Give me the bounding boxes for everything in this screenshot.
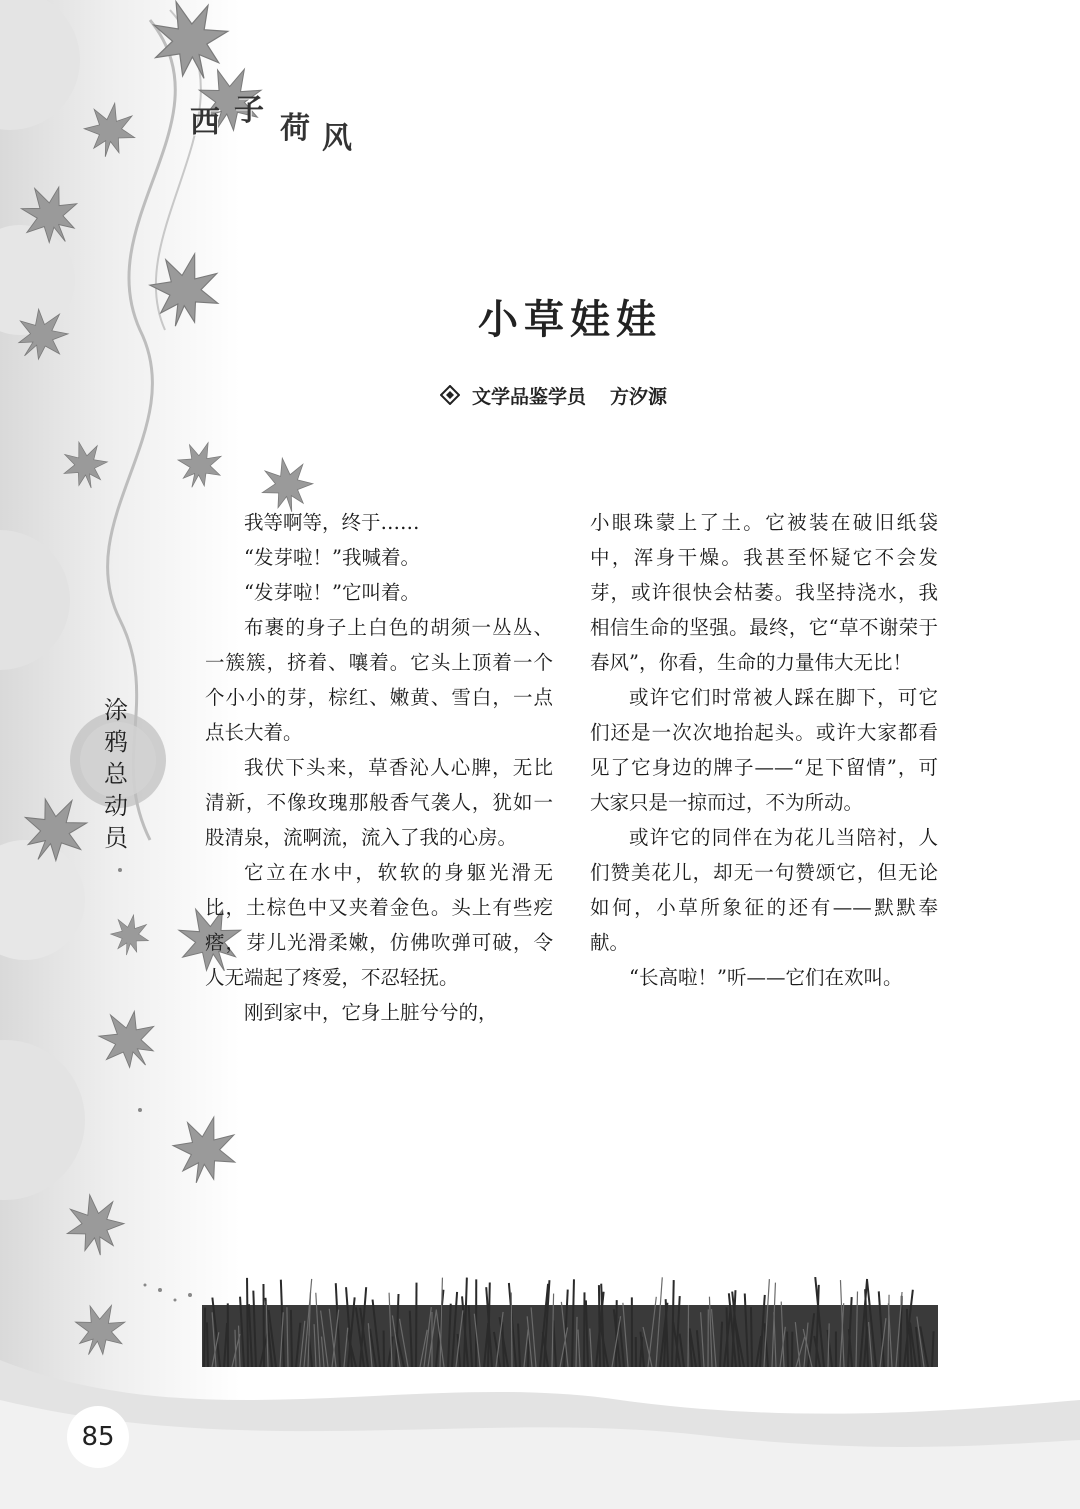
- author-name: 方汐源: [610, 385, 668, 408]
- diamond-bullet-icon: [440, 385, 460, 405]
- paragraph: 我等啊等，终于……: [244, 511, 420, 534]
- paragraph: “发芽啦！”它叫着。: [244, 581, 420, 604]
- paragraph: “发芽啦！”我喊着。: [244, 546, 420, 569]
- section-char: 荷: [280, 111, 310, 146]
- side-label-char: 员: [104, 824, 128, 852]
- section-char: 风: [322, 121, 352, 156]
- paragraph: “长高啦！”听——它们在欢叫。: [629, 966, 903, 989]
- section-title: [190, 85, 390, 165]
- side-column-label: [90, 690, 150, 850]
- side-label-char: 鸦: [104, 728, 128, 756]
- section-char: 西: [190, 105, 220, 140]
- paragraph: 或许它的同伴在为花儿当陪衬，人们赞美花儿，却无一句赞颂它，但无论如何，小草所象征的还有——默默奉献。: [590, 826, 938, 954]
- article-title: 小草娃娃: [478, 297, 662, 343]
- bottom-wave: [0, 1330, 1080, 1509]
- author-role: 文学品鉴学员: [472, 385, 587, 408]
- paragraph: 或许它们时常被人踩在脚下，可它们还是一次次地抬起头。或许大家都看见了它身边的牌子——“足下留情”，可大家只是一掠而过，不为所动。: [590, 686, 938, 814]
- paragraph: 布裹的身子上白色的胡须一丛丛、一簇簇，挤着、嚷着。它头上顶着一个个小小的芽，棕红、嫩黄、雪白，一点点长大着。: [205, 616, 553, 744]
- right-text-column: [590, 505, 938, 995]
- section-char: 子: [234, 93, 264, 128]
- side-label-char: 涂: [104, 696, 128, 724]
- side-label-char: 总: [104, 760, 128, 788]
- left-text-column: [205, 505, 553, 1030]
- side-label-char: 动: [104, 792, 128, 820]
- byline: [440, 380, 667, 410]
- page-number: 85: [67, 1406, 129, 1468]
- paragraph: 它立在水中，软软的身躯光滑无比，土棕色中又夹着金色。头上有些疙瘩，芽儿光滑柔嫩，仿佛吹弹可破，令人无端起了疼爱，不忍轻抚。: [205, 861, 553, 989]
- paragraph: 刚到家中，它身上脏兮兮的，: [244, 1001, 498, 1024]
- paragraph: 小眼珠蒙上了土。它被装在破旧纸袋中，浑身干燥。我甚至怀疑它不会发芽，或许很快会枯萎。我坚持浇水，我相信生命的坚强。最终，它“草不谢荣于春风”，你看，生命的力量伟大无比！: [590, 511, 938, 674]
- paragraph: 我伏下头来，草香沁人心脾，无比清新，不像玫瑰那般香气袭人，犹如一股清泉，流啊流，流入了我的心房。: [205, 756, 553, 849]
